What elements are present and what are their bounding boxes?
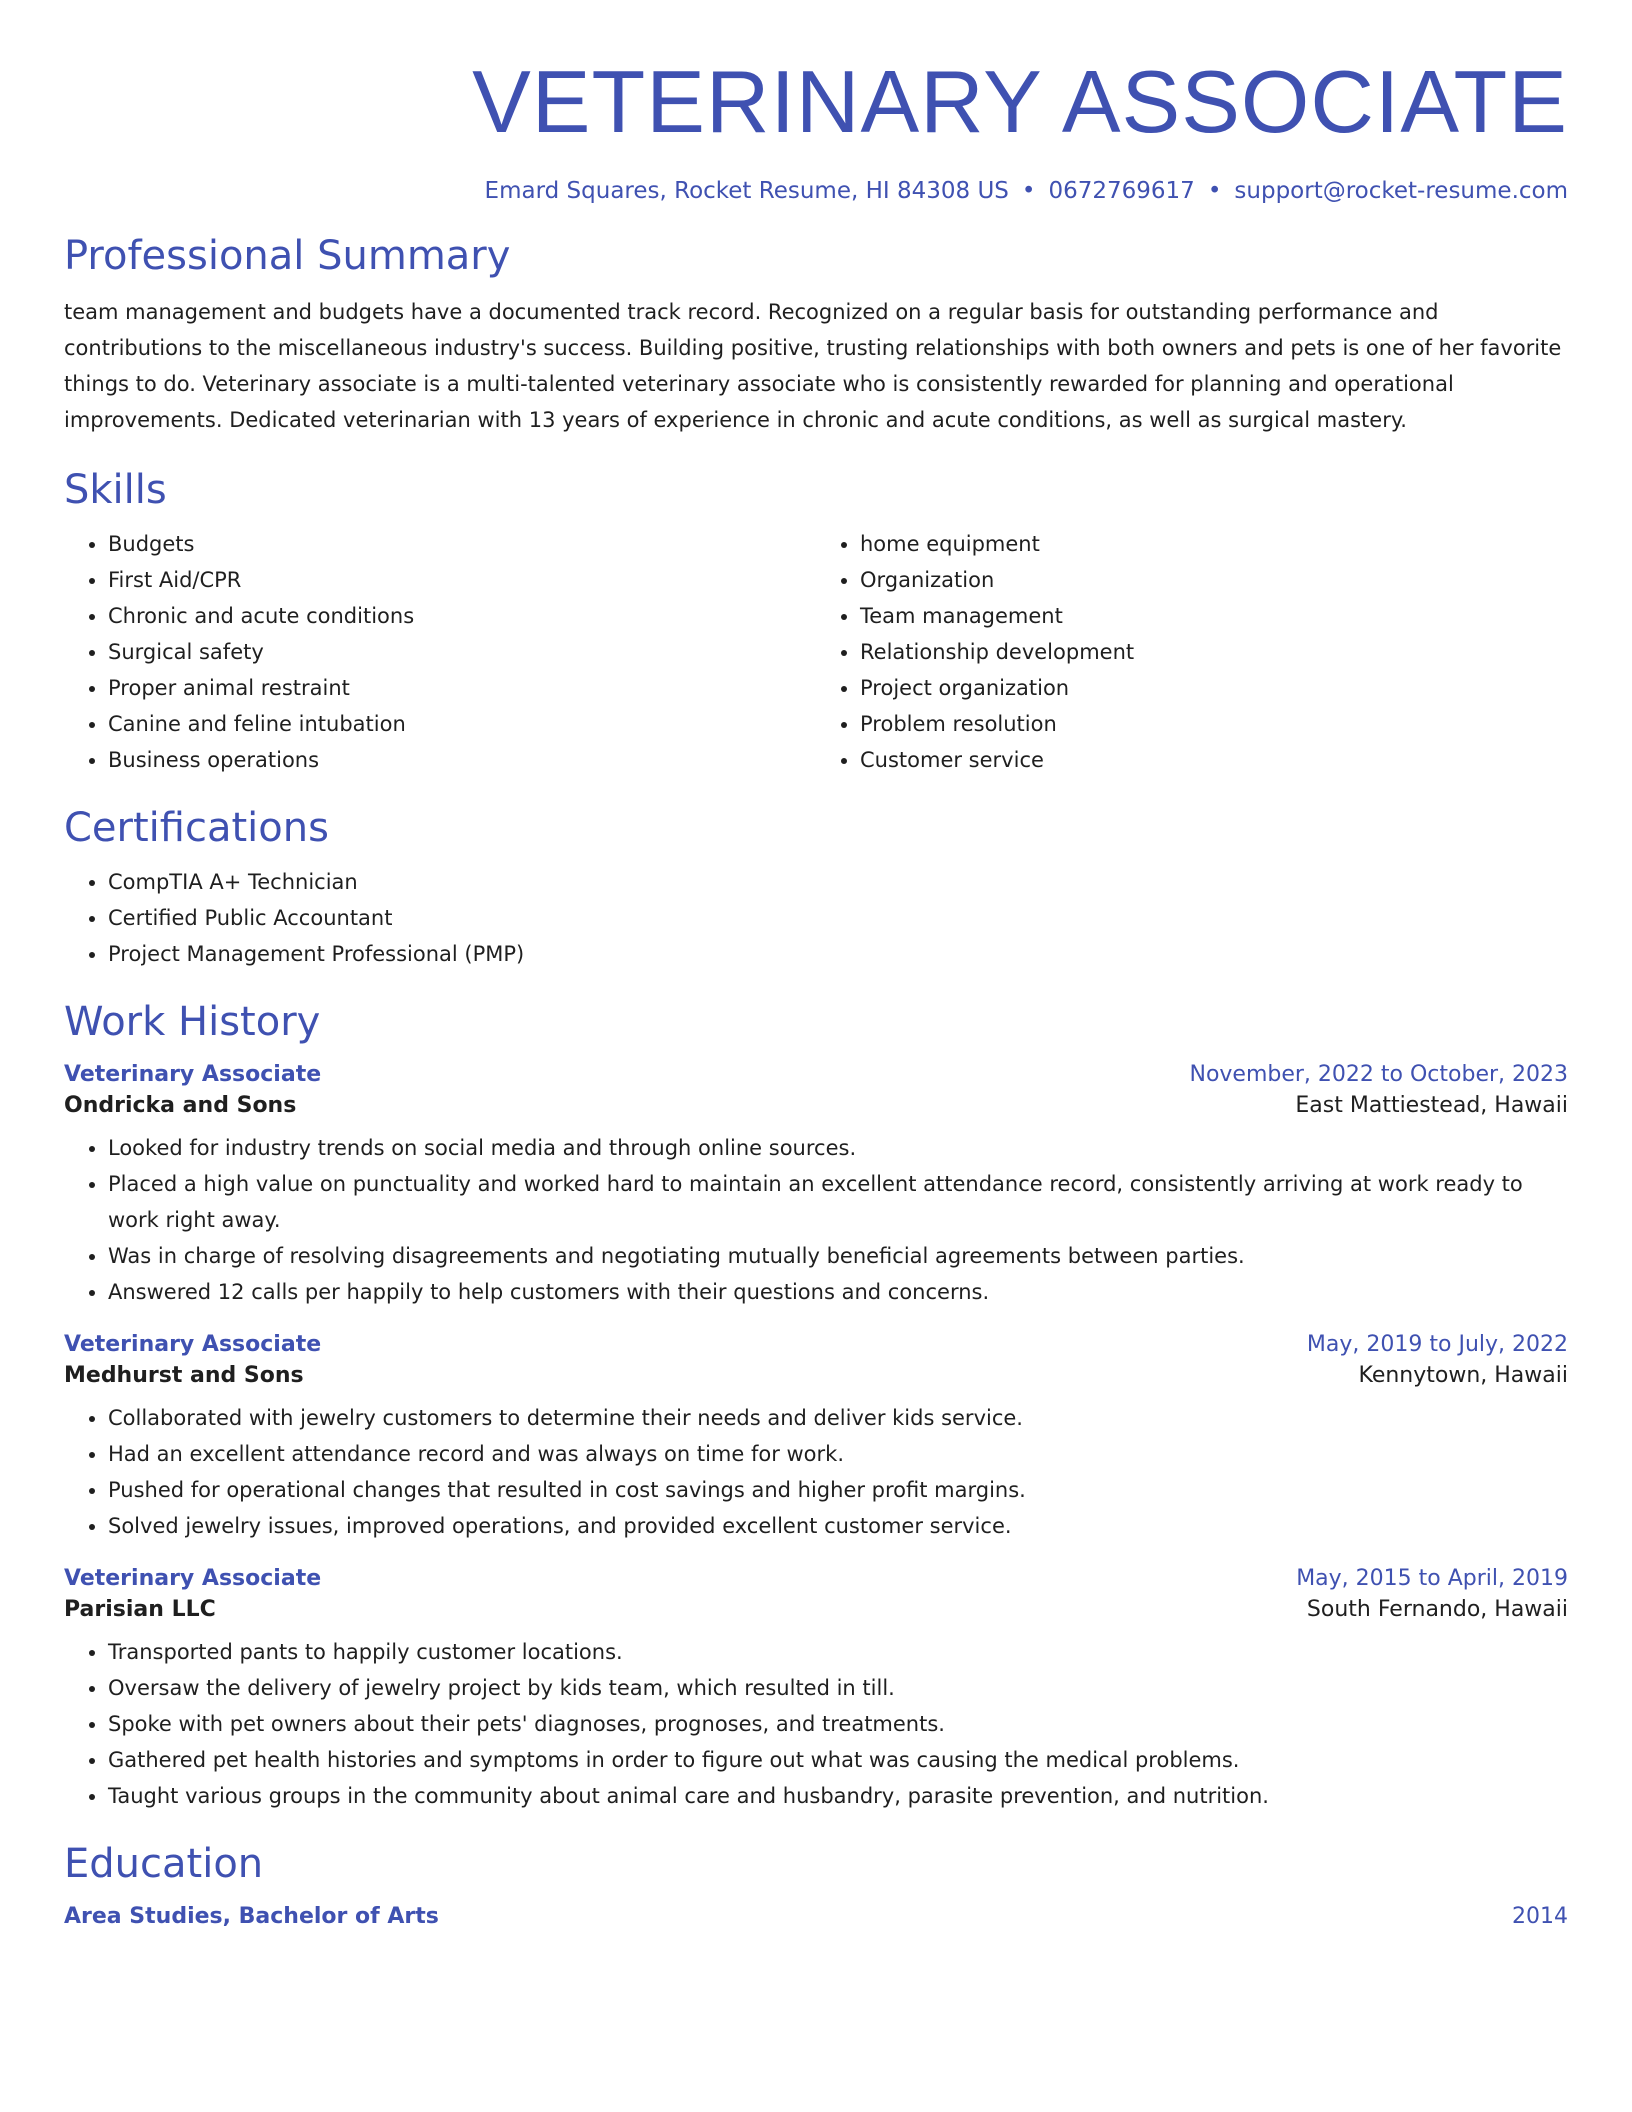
job-company: Parisian LLC xyxy=(64,1597,216,1622)
job-bullet: • Transported pants to happily customer locations. xyxy=(108,1634,1568,1670)
skills-list-right xyxy=(816,526,1568,778)
job-bullet: • Had an excellent attendance record and was always on time for work. xyxy=(108,1436,1568,1472)
skill-item: • Team management xyxy=(860,598,1568,634)
job-bullet: • Oversaw the delivery of jewelry project by kids team, which resulted in till. xyxy=(108,1670,1568,1706)
job-title: Veterinary Associate xyxy=(64,1062,322,1087)
skill-item: • Project organization xyxy=(860,670,1568,706)
skills-grid xyxy=(64,526,1568,778)
skill-item: • Chronic and acute conditions xyxy=(108,598,816,634)
skill-item: • Problem resolution xyxy=(860,706,1568,742)
skill-item: • Customer service xyxy=(860,742,1568,778)
job-header xyxy=(64,1566,1568,1591)
summary-heading: Professional Summary xyxy=(64,233,511,279)
job-company: Medhurst and Sons xyxy=(64,1363,304,1388)
education-degree: Area Studies, Bachelor of Arts xyxy=(64,1904,439,1929)
job-bullet: • Gathered pet health histories and symptoms in order to figure out what was causing the medical problems. xyxy=(108,1742,1568,1778)
job-bullets xyxy=(64,1634,1568,1814)
skill-item: • Relationship development xyxy=(860,634,1568,670)
job-location: Kennytown, Hawaii xyxy=(1358,1363,1568,1388)
skills-heading: Skills xyxy=(64,467,167,513)
contact-phone: 0672769617 xyxy=(1048,178,1195,204)
skill-item: • Proper animal restraint xyxy=(108,670,816,706)
contact-email: support@rocket-resume.com xyxy=(1234,178,1568,204)
contact-line xyxy=(64,178,1568,204)
education-heading: Education xyxy=(64,1841,264,1887)
resume-page xyxy=(64,0,1568,1929)
job-header xyxy=(64,1332,1568,1357)
job-subheader xyxy=(64,1093,1568,1118)
job-location: South Fernando, Hawaii xyxy=(1306,1597,1568,1622)
job-title: Veterinary Associate xyxy=(64,1566,322,1591)
job-title: Veterinary Associate xyxy=(64,1332,322,1357)
job-bullets xyxy=(64,1400,1568,1544)
skill-item: • Business operations xyxy=(108,742,816,778)
job-header xyxy=(64,1062,1568,1087)
skill-item: • Budgets xyxy=(108,526,816,562)
job-entry xyxy=(64,1566,1568,1814)
job-bullet: • Answered 12 calls per happily to help customers with their questions and concerns. xyxy=(108,1274,1568,1310)
resume-name: VETERINARY ASSOCIATE xyxy=(472,52,1568,151)
job-bullet: • Placed a high value on punctuality and worked hard to maintain an excellent attendance record, consistently arriving at work ready to work right away. xyxy=(108,1166,1568,1238)
contact-separator: • xyxy=(1207,178,1222,204)
job-bullet: • Solved jewelry issues, improved operations, and provided excellent customer service. xyxy=(108,1508,1568,1544)
skill-item: • Canine and feline intubation xyxy=(108,706,816,742)
contact-address: Emard Squares, Rocket Resume, HI 84308 US xyxy=(484,178,1009,204)
skill-item: • Organization xyxy=(860,562,1568,598)
job-bullet: • Was in charge of resolving disagreements and negotiating mutually beneficial agreements between parties. xyxy=(108,1238,1568,1274)
skills-list-left xyxy=(64,526,816,778)
job-entry xyxy=(64,1332,1568,1544)
job-dates: November, 2022 to October, 2023 xyxy=(1189,1062,1568,1087)
summary-text: team management and budgets have a documented track record. Recognized on a regular basis for outstanding performance and contributions to the miscellaneous industry's success. Building positive, trusting relationships with both owners and pets is one of her favorite things to do. Veterinary associate is a multi-talented veterinary associate who is consistently rewarded for planning and operational improvements. Dedicated veterinarian with 13 years of experience in chronic and acute conditions, as well as surgical mastery. xyxy=(64,300,1562,432)
job-dates: May, 2015 to April, 2019 xyxy=(1296,1566,1568,1591)
job-bullet: • Spoke with pet owners about their pets' diagnoses, prognoses, and treatments. xyxy=(108,1706,1568,1742)
job-company: Ondricka and Sons xyxy=(64,1093,297,1118)
job-bullet: • Collaborated with jewelry customers to determine their needs and deliver kids service. xyxy=(108,1400,1568,1436)
job-bullet: • Taught various groups in the community about animal care and husbandry, parasite prevention, and nutrition. xyxy=(108,1778,1568,1814)
skill-item: • home equipment xyxy=(860,526,1568,562)
certification-item: • CompTIA A+ Technician xyxy=(108,864,1568,900)
certifications-heading: Certifications xyxy=(64,805,329,851)
education-year: 2014 xyxy=(1512,1904,1568,1929)
job-subheader xyxy=(64,1363,1568,1388)
work-history-heading: Work History xyxy=(64,999,321,1045)
certification-item: • Certified Public Accountant xyxy=(108,900,1568,936)
job-subheader xyxy=(64,1597,1568,1622)
job-bullet: • Pushed for operational changes that resulted in cost savings and higher profit margins. xyxy=(108,1472,1568,1508)
job-entry xyxy=(64,1062,1568,1310)
job-location: East Mattiestead, Hawaii xyxy=(1295,1093,1568,1118)
skill-item: • Surgical safety xyxy=(108,634,816,670)
job-bullet: • Looked for industry trends on social media and through online sources. xyxy=(108,1130,1568,1166)
job-bullets xyxy=(64,1130,1568,1310)
certifications-list xyxy=(64,864,1568,972)
contact-separator: • xyxy=(1021,178,1036,204)
skill-item: • First Aid/CPR xyxy=(108,562,816,598)
certification-item: • Project Management Professional (PMP) xyxy=(108,936,1568,972)
job-dates: May, 2019 to July, 2022 xyxy=(1306,1332,1568,1357)
education-entry xyxy=(64,1904,1568,1929)
